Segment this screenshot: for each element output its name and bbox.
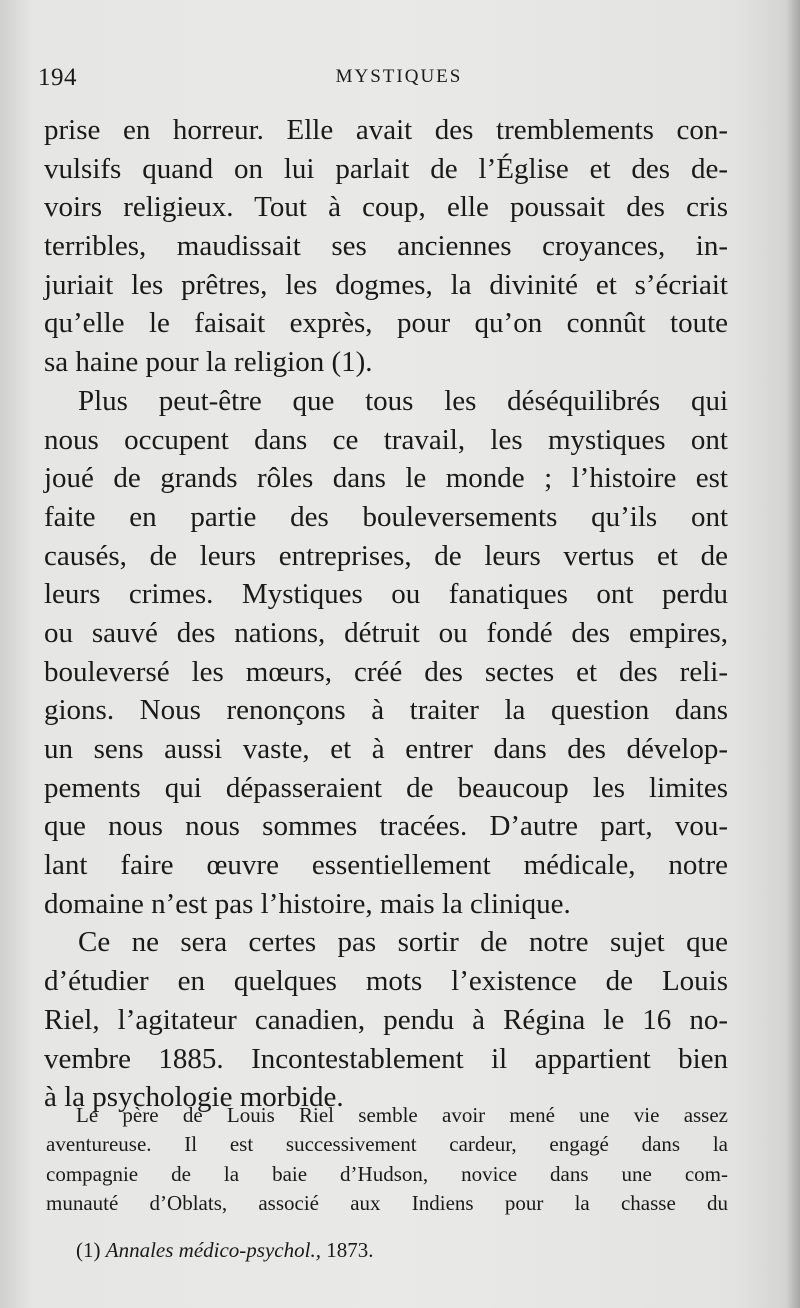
page-header — [38, 64, 730, 94]
text-line: que nous nous sommes tracées. D’autre part, vou- — [44, 810, 728, 843]
text-line: juriait les prêtres, les dogmes, la divinité et s’écriait — [44, 268, 728, 301]
text-line: leurs crimes. Mystiques ou fanatiques ont perdu — [44, 578, 728, 611]
small-print-paragraph — [46, 1101, 728, 1219]
text-line: lant faire œuvre essentiellement médicale, notre — [44, 849, 728, 882]
text-line: qu’elle le faisait exprès, pour qu’on connût toute — [44, 307, 728, 340]
footnote — [76, 1238, 373, 1263]
text-line: vulsifs quand on lui parlait de l’Église et des de- — [44, 152, 728, 185]
small-print-line: Le père de Louis Riel semble avoir mené une vie assez — [76, 1103, 728, 1127]
page-edge-shadow — [786, 0, 800, 1308]
text-line: vembre 1885. Incontestablement il appartient bien — [44, 1042, 728, 1075]
text-line: pements qui dépasseraient de beaucoup les limites — [44, 771, 728, 804]
text-line: domaine n’est pas l’histoire, mais la clinique. — [44, 887, 571, 920]
text-line: causés, de leurs entreprises, de leurs vertus et de — [44, 539, 728, 572]
small-print-line: compagnie de la baie d’Hudson, novice dans une com- — [46, 1161, 728, 1186]
text-line: Ce ne sera certes pas sortir de notre sujet que — [78, 926, 728, 959]
running-head: MYSTIQUES — [335, 66, 463, 87]
text-line: joué de grands rôles dans le monde ; l’histoire est — [44, 462, 728, 495]
footnote-title: Annales médico-psychol., — [105, 1238, 327, 1262]
text-line: un sens aussi vaste, et à entrer dans des dévelop- — [44, 733, 728, 765]
small-print-line: munauté d’Oblats, associé aux Indiens pour la chasse du — [46, 1191, 728, 1216]
page-number: 194 — [38, 64, 77, 91]
text-line: voirs religieux. Tout à coup, elle poussait des cris — [44, 191, 728, 224]
text-line: sa haine pour la religion (1). — [44, 346, 373, 379]
text-line: faite en partie des bouleversements qu’ils ont — [44, 500, 728, 533]
text-line: nous occupent dans ce travail, les mystiques ont — [44, 423, 728, 456]
small-print-line: aventureuse. Il est successivement cardeur, engagé dans la — [46, 1132, 728, 1157]
body-text — [44, 111, 728, 1117]
footnote-marker: (1) — [76, 1238, 106, 1262]
text-line: gions. Nous renonçons à traiter la question dans — [44, 694, 728, 727]
text-line: prise en horreur. Elle avait des tremblements con- — [44, 114, 728, 146]
footnote-year: 1873. — [326, 1238, 374, 1262]
text-line: bouleversé les mœurs, créé des sectes et des reli- — [44, 655, 728, 688]
text-line: terribles, maudissait ses anciennes croyances, in- — [44, 230, 728, 263]
text-line: d’étudier en quelques mots l’existence de Louis — [44, 965, 728, 998]
text-line: Plus peut-être que tous les déséquilibrés qui — [78, 384, 728, 417]
text-line: à la psychologie morbide. — [44, 1081, 344, 1114]
text-line: ou sauvé des nations, détruit ou fondé des empires, — [44, 616, 728, 649]
text-line: Riel, l’agitateur canadien, pendu à Régina le 16 no- — [44, 1003, 728, 1036]
